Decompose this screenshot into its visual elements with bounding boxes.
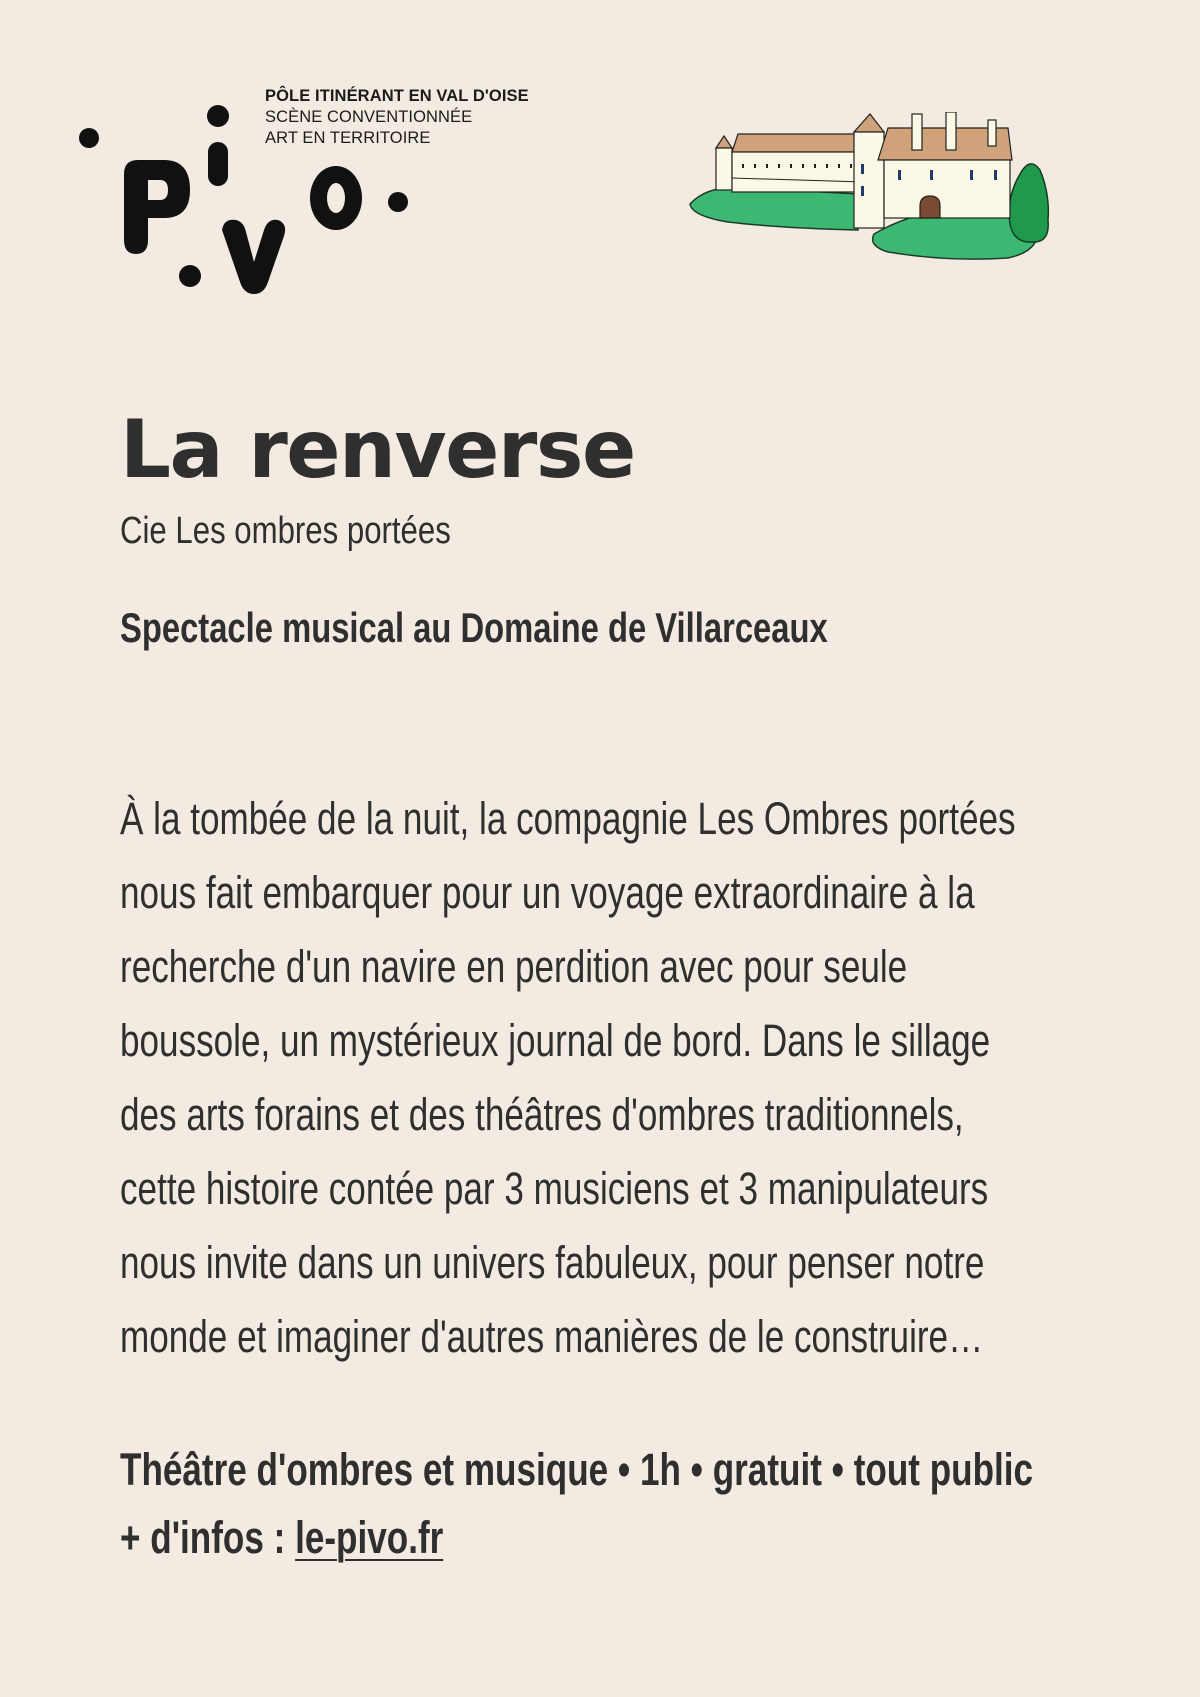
pivo-logo — [72, 80, 532, 290]
event-company: Cie Les ombres portées — [120, 510, 451, 552]
description-line: monde et imaginer d'autres manières de le construire… — [120, 1311, 984, 1362]
event-details — [120, 1436, 1200, 1572]
event-title: La renverse — [120, 403, 635, 496]
event-header — [120, 400, 1080, 656]
description-line: des arts forains et des théâtres d'ombres traditionnels, — [120, 1089, 964, 1140]
castle-door — [920, 196, 940, 218]
tagline-line-2: SCÈNE CONVENTIONNÉE — [265, 108, 473, 126]
description-line: boussole, un mystérieux journal de bord. Dans le sillage — [120, 1015, 991, 1066]
description-line: recherche d'un navire en perdition avec pour seule — [120, 941, 908, 992]
event-description — [120, 782, 1200, 1374]
details-line: Théâtre d'ombres et musique • 1h • gratuit • tout public — [120, 1444, 1034, 1495]
event-subtitle: Spectacle musical au Domaine de Villarceaux — [120, 604, 828, 651]
description-line: nous invite dans un univers fabuleux, pour penser notre — [120, 1237, 985, 1288]
more-info-link[interactable]: le-pivo.fr — [295, 1512, 444, 1563]
middle-tower — [854, 132, 884, 228]
description-line: nous fait embarquer pour un voyage extraordinaire à la — [120, 867, 975, 918]
castle-illustration — [688, 112, 1073, 277]
wall-long-wing — [732, 152, 864, 192]
logo-tagline — [265, 86, 529, 149]
description-line: À la tombée de la nuit, la compagnie Les Ombres portées — [120, 793, 1016, 844]
tagline-line-3: ART EN TERRITOIRE — [265, 129, 431, 147]
more-info-line — [120, 1504, 978, 1572]
roof-long-wing — [732, 134, 864, 152]
tree — [1009, 164, 1048, 242]
lawn-left — [690, 187, 858, 230]
description-line: cette histoire contée par 3 musiciens et 3 manipulateurs — [120, 1163, 989, 1214]
more-info-prefix: + d'infos : — [120, 1512, 296, 1563]
tagline-line-1: PÔLE ITINÉRANT EN VAL D'OISE — [265, 87, 529, 105]
wall-main — [884, 160, 1010, 218]
